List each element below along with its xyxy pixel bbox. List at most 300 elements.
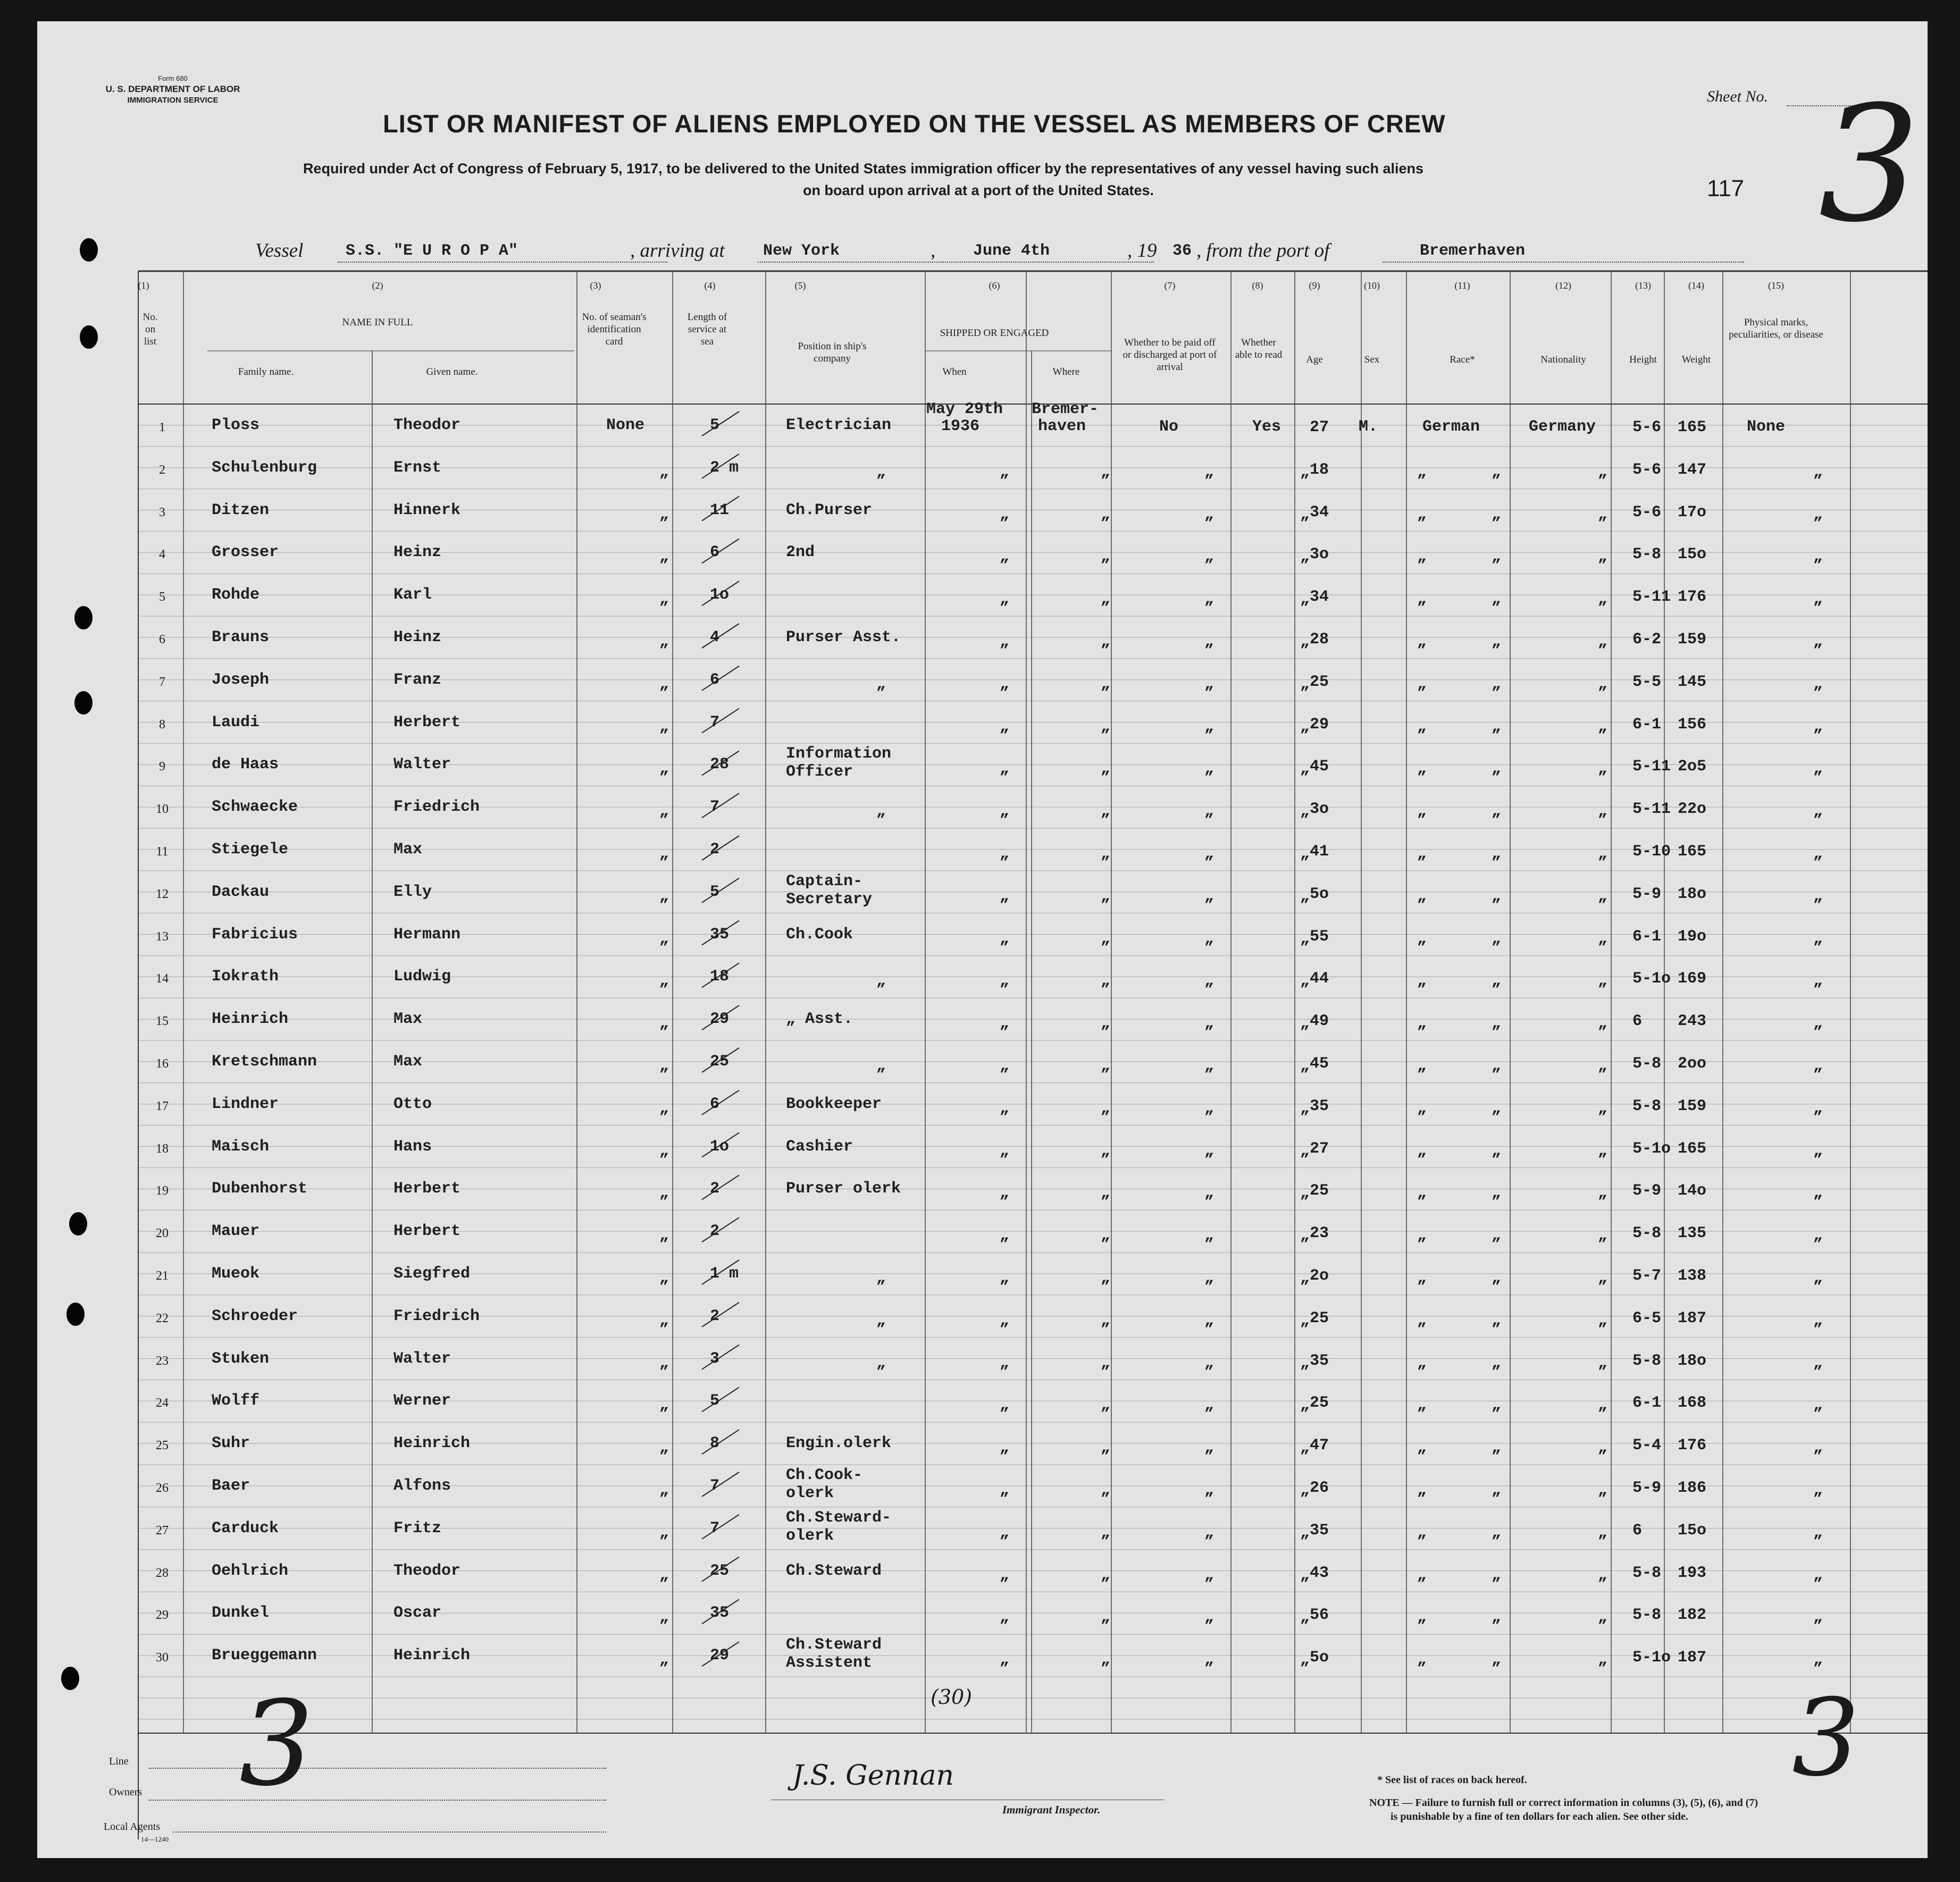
paid-off-ditto: „ bbox=[1204, 845, 1214, 863]
weight: 187 bbox=[1678, 1649, 1707, 1667]
col-6-number: (6) bbox=[989, 280, 1000, 291]
id-card-ditto: „ bbox=[659, 633, 669, 651]
weight: 2o5 bbox=[1678, 758, 1707, 776]
when-ditto: „ bbox=[1000, 1651, 1010, 1669]
row-number: 15 bbox=[156, 1014, 169, 1029]
position: Information bbox=[786, 745, 892, 763]
check-mark bbox=[702, 836, 739, 860]
service-length: 29 bbox=[710, 1646, 730, 1665]
sheet-number-handwritten: 3 bbox=[1819, 72, 1920, 257]
from-port: Bremerhaven bbox=[1420, 242, 1526, 260]
row-1-nationality: Germany bbox=[1529, 418, 1596, 436]
given-name: Max bbox=[393, 841, 423, 859]
id-card-ditto: „ bbox=[659, 845, 669, 863]
sex-ditto: „ bbox=[1417, 972, 1427, 990]
where-ditto: „ bbox=[1101, 1439, 1111, 1457]
height: 6-1 bbox=[1632, 1394, 1662, 1413]
row-number: 30 bbox=[156, 1651, 169, 1665]
id-card-ditto: „ bbox=[659, 802, 669, 821]
height: 6-2 bbox=[1632, 631, 1662, 649]
sex-ditto: „ bbox=[1417, 1608, 1427, 1627]
family-name: Mueok bbox=[212, 1265, 260, 1283]
row-number: 11 bbox=[156, 845, 169, 859]
height: 5-9 bbox=[1632, 1182, 1662, 1200]
able-read-ditto: „ bbox=[1300, 1226, 1310, 1245]
age: 29 bbox=[1310, 715, 1329, 734]
age: 41 bbox=[1310, 843, 1329, 861]
paid-off-ditto: „ bbox=[1204, 1523, 1214, 1542]
physical-ditto: „ bbox=[1813, 929, 1823, 948]
given-name: Max bbox=[393, 1053, 423, 1071]
when-ditto: „ bbox=[1000, 929, 1010, 948]
check-mark bbox=[702, 1387, 739, 1412]
sex-ditto: „ bbox=[1417, 1099, 1427, 1118]
position: Electrician bbox=[786, 416, 892, 434]
check-mark bbox=[702, 1472, 739, 1497]
id-card-ditto: „ bbox=[659, 887, 669, 905]
given-name: Theodor bbox=[393, 416, 461, 434]
age: 49 bbox=[1310, 1012, 1329, 1031]
service-length: 5 bbox=[710, 883, 720, 901]
when-ditto: „ bbox=[1000, 760, 1010, 778]
race-ditto: „ bbox=[1492, 548, 1502, 566]
given-name: Elly bbox=[393, 883, 432, 901]
family-name: Dackau bbox=[212, 883, 270, 901]
where-ditto: „ bbox=[1101, 887, 1111, 905]
row-number: 19 bbox=[156, 1184, 169, 1198]
position: Cashier bbox=[786, 1137, 853, 1156]
paid-off-ditto: „ bbox=[1204, 548, 1214, 566]
sex-ditto: „ bbox=[1417, 1014, 1427, 1033]
weight: 159 bbox=[1678, 1097, 1707, 1115]
row-number: 23 bbox=[156, 1354, 169, 1368]
line-label: Line bbox=[109, 1755, 129, 1767]
check-mark bbox=[702, 1303, 739, 1327]
paid-off-ditto: „ bbox=[1204, 463, 1214, 481]
row-number: 24 bbox=[156, 1396, 169, 1410]
id-card-ditto: „ bbox=[659, 717, 669, 736]
subtitle-line-1: Required under Act of Congress of February 5, 1917, to be delivered to the United States immigration officer by the representatives of any vessel having such aliens bbox=[303, 161, 1424, 177]
given-name: Fritz bbox=[393, 1519, 442, 1537]
when-ditto: „ bbox=[1000, 1439, 1010, 1457]
able-read-ditto: „ bbox=[1300, 1014, 1310, 1033]
given-name: Hinnerk bbox=[393, 501, 461, 519]
row-number: 26 bbox=[156, 1481, 169, 1495]
when-ditto: „ bbox=[1000, 802, 1010, 821]
paid-off-ditto: „ bbox=[1204, 1354, 1214, 1372]
service-length: 2 bbox=[710, 1307, 720, 1325]
given-name: Ludwig bbox=[393, 968, 451, 986]
col-2b-header: Given name. bbox=[426, 366, 478, 377]
form-code: 14—1240 bbox=[141, 1835, 169, 1843]
age: 34 bbox=[1310, 588, 1329, 607]
family-name: Ditzen bbox=[212, 501, 270, 519]
paid-off-ditto: „ bbox=[1204, 760, 1214, 778]
owners-label: Owners bbox=[109, 1786, 143, 1798]
height: 5-11 bbox=[1632, 800, 1671, 819]
service-length: 6 bbox=[710, 1095, 720, 1113]
paid-off-ditto: „ bbox=[1204, 1269, 1214, 1287]
where-ditto: „ bbox=[1101, 802, 1111, 821]
check-mark bbox=[702, 878, 739, 903]
when-ditto: „ bbox=[1000, 1566, 1010, 1584]
age: 2o bbox=[1310, 1267, 1329, 1285]
col-6-header: SHIPPED OR ENGAGED bbox=[940, 327, 1049, 339]
sex-ditto: „ bbox=[1417, 887, 1427, 905]
race-ditto: „ bbox=[1492, 845, 1502, 863]
physical-ditto: „ bbox=[1813, 1481, 1823, 1499]
family-name: Carduck bbox=[212, 1519, 279, 1537]
weight: 168 bbox=[1678, 1394, 1707, 1413]
position: Secretary bbox=[786, 890, 873, 909]
height: 5-4 bbox=[1632, 1436, 1662, 1455]
age: 3o bbox=[1310, 545, 1329, 564]
age: 45 bbox=[1310, 758, 1329, 776]
family-name: Dunkel bbox=[212, 1604, 270, 1623]
given-name: Max bbox=[393, 1010, 423, 1029]
id-card-ditto: „ bbox=[659, 1396, 669, 1415]
sex-ditto: „ bbox=[1417, 548, 1427, 566]
line-underline bbox=[149, 1768, 606, 1769]
where-ditto: „ bbox=[1101, 1226, 1111, 1245]
paid-off-ditto: „ bbox=[1204, 1651, 1214, 1669]
id-card-ditto: „ bbox=[659, 1226, 669, 1245]
col-7-header: Whether to be paid off or discharged at port of arrival bbox=[1123, 337, 1217, 373]
physical-ditto: „ bbox=[1813, 972, 1823, 990]
able-read-ditto: „ bbox=[1300, 887, 1310, 905]
service-name: IMMIGRATION SERVICE bbox=[127, 96, 219, 105]
height: 5-6 bbox=[1632, 503, 1662, 522]
service-length: 2 bbox=[710, 1222, 720, 1241]
service-length: 7 bbox=[710, 798, 720, 817]
service-length: 7 bbox=[710, 1519, 720, 1537]
paid-off-ditto: „ bbox=[1204, 1184, 1214, 1203]
from-port-label: , from the port of bbox=[1196, 240, 1330, 262]
able-read-ditto: „ bbox=[1300, 929, 1310, 948]
row-number: 14 bbox=[156, 972, 169, 986]
nationality-ditto: „ bbox=[1598, 1651, 1608, 1669]
position: „ bbox=[876, 1269, 886, 1287]
physical-ditto: „ bbox=[1813, 1099, 1823, 1118]
row-1-physical: None bbox=[1747, 418, 1786, 436]
able-read-ditto: „ bbox=[1300, 1311, 1310, 1330]
col-14-header: Weight bbox=[1681, 354, 1711, 365]
id-card-ditto: „ bbox=[659, 1354, 669, 1372]
able-read-ditto: „ bbox=[1300, 1651, 1310, 1669]
race-ditto: „ bbox=[1492, 1523, 1502, 1542]
height: 5-8 bbox=[1632, 1097, 1662, 1115]
arriving-label: , arriving at bbox=[630, 240, 725, 262]
given-name: Heinz bbox=[393, 543, 442, 562]
race-ditto: „ bbox=[1492, 929, 1502, 948]
sex-ditto: „ bbox=[1417, 717, 1427, 736]
able-read-ditto: „ bbox=[1300, 760, 1310, 778]
race-ditto: „ bbox=[1492, 1481, 1502, 1499]
col-10-header: Sex bbox=[1364, 354, 1380, 365]
height: 5-11 bbox=[1632, 588, 1671, 607]
row-number: 3 bbox=[159, 505, 165, 519]
family-name: Grosser bbox=[212, 543, 279, 562]
race-ditto: „ bbox=[1492, 887, 1502, 905]
col-8-number: (8) bbox=[1252, 280, 1263, 291]
given-name: Walter bbox=[393, 1349, 451, 1368]
binder-hole bbox=[66, 1303, 85, 1326]
where-ditto: „ bbox=[1101, 845, 1111, 863]
position: Purser Asst. bbox=[786, 628, 901, 646]
position: „ bbox=[876, 802, 886, 821]
id-card-ditto: „ bbox=[659, 1608, 669, 1627]
age: 56 bbox=[1310, 1606, 1329, 1625]
when-ditto: „ bbox=[1000, 1608, 1010, 1627]
race-ditto: „ bbox=[1492, 1014, 1502, 1033]
height: 6-1 bbox=[1632, 715, 1662, 734]
nationality-ditto: „ bbox=[1598, 760, 1608, 778]
family-name: Maisch bbox=[212, 1137, 270, 1156]
race-ditto: „ bbox=[1492, 760, 1502, 778]
where-ditto: „ bbox=[1101, 590, 1111, 609]
form-number: Form 680 bbox=[158, 74, 188, 82]
where-ditto: „ bbox=[1101, 760, 1111, 778]
binder-hole bbox=[74, 606, 93, 629]
position: „ bbox=[876, 1311, 886, 1330]
nationality-ditto: „ bbox=[1598, 845, 1608, 863]
physical-ditto: „ bbox=[1813, 1566, 1823, 1584]
col-11-header: Race* bbox=[1450, 354, 1475, 365]
when-ditto: „ bbox=[1000, 633, 1010, 651]
id-card-ditto: „ bbox=[659, 505, 669, 524]
given-name: Siegfred bbox=[393, 1265, 471, 1283]
col-15-header: Physical marks, peculiarities, or disease bbox=[1729, 317, 1823, 340]
handwritten-3-right: 3 bbox=[1792, 1676, 1860, 1800]
race-ditto: „ bbox=[1492, 463, 1502, 481]
race-ditto: „ bbox=[1492, 1651, 1502, 1669]
when-ditto: „ bbox=[1000, 1141, 1010, 1160]
col-8-header: Whether able to read bbox=[1235, 337, 1283, 360]
where-ditto: „ bbox=[1101, 1481, 1111, 1499]
arrival-date-line bbox=[941, 262, 1154, 263]
when-ditto: „ bbox=[1000, 1311, 1010, 1330]
age: 47 bbox=[1310, 1436, 1329, 1455]
able-read-ditto: „ bbox=[1300, 802, 1310, 821]
check-mark bbox=[702, 624, 739, 648]
family-name: Baer bbox=[212, 1477, 250, 1495]
service-length: 1o bbox=[710, 586, 730, 604]
service-length: 18 bbox=[710, 968, 730, 986]
physical-ditto: „ bbox=[1813, 887, 1823, 905]
col-14-number: (14) bbox=[1688, 280, 1704, 291]
where-ditto: „ bbox=[1101, 1608, 1111, 1627]
year-prefix: , 19 bbox=[1127, 240, 1157, 262]
age: 26 bbox=[1310, 1479, 1329, 1497]
physical-ditto: „ bbox=[1813, 505, 1823, 524]
age: 18 bbox=[1310, 460, 1329, 479]
race-ditto: „ bbox=[1492, 1354, 1502, 1372]
age: 5o bbox=[1310, 885, 1329, 903]
given-name: Franz bbox=[393, 670, 442, 689]
able-read-ditto: „ bbox=[1300, 1439, 1310, 1457]
sex-ditto: „ bbox=[1417, 1566, 1427, 1584]
where-ditto: „ bbox=[1101, 1311, 1111, 1330]
check-mark bbox=[702, 1345, 739, 1370]
given-name: Friedrich bbox=[393, 1307, 480, 1325]
position: Engin.olerk bbox=[786, 1434, 892, 1453]
nationality-ditto: „ bbox=[1598, 1184, 1608, 1203]
weight: 159 bbox=[1678, 631, 1707, 649]
position: Ch.Steward bbox=[786, 1636, 882, 1654]
position: Ch.Steward- bbox=[786, 1508, 892, 1527]
sex-ditto: „ bbox=[1417, 1523, 1427, 1542]
race-ditto: „ bbox=[1492, 1269, 1502, 1287]
id-card-ditto: „ bbox=[659, 1269, 669, 1287]
races-note: * See list of races on back hereof. bbox=[1377, 1774, 1527, 1786]
age: 25 bbox=[1310, 1182, 1329, 1200]
when-ditto: „ bbox=[1000, 590, 1010, 609]
agents-underline bbox=[173, 1831, 606, 1833]
where-ditto: „ bbox=[1101, 1354, 1111, 1372]
position: „ Asst. bbox=[786, 1010, 853, 1029]
able-read-ditto: „ bbox=[1300, 1396, 1310, 1415]
age: 23 bbox=[1310, 1224, 1329, 1243]
position: olerk bbox=[786, 1484, 834, 1502]
weight: 169 bbox=[1678, 970, 1707, 988]
weight: 165 bbox=[1678, 418, 1707, 436]
nationality-ditto: „ bbox=[1598, 1523, 1608, 1542]
service-length: 5 bbox=[710, 1392, 720, 1410]
binder-hole bbox=[80, 238, 98, 262]
sex-ditto: „ bbox=[1417, 929, 1427, 948]
owners-underline bbox=[149, 1800, 606, 1801]
sex-ditto: „ bbox=[1417, 1226, 1427, 1245]
col-15-number: (15) bbox=[1768, 280, 1784, 291]
when-ditto: „ bbox=[1000, 1354, 1010, 1372]
service-length: 1 m bbox=[710, 1265, 739, 1283]
able-read-ditto: „ bbox=[1300, 717, 1310, 736]
physical-ditto: „ bbox=[1813, 845, 1823, 863]
service-length: 29 bbox=[710, 1010, 730, 1029]
position: Ch.Steward bbox=[786, 1561, 882, 1580]
given-name: Hermann bbox=[393, 925, 461, 944]
nationality-ditto: „ bbox=[1598, 1099, 1608, 1118]
height: 5-7 bbox=[1632, 1267, 1662, 1285]
arriving-port: New York bbox=[763, 242, 840, 260]
able-read-ditto: „ bbox=[1300, 505, 1310, 524]
id-card-ditto: „ bbox=[659, 1184, 669, 1203]
family-name: Rohde bbox=[212, 586, 260, 604]
nationality-ditto: „ bbox=[1598, 1269, 1608, 1287]
comma-1: , bbox=[931, 240, 936, 262]
id-card-ditto: „ bbox=[659, 1439, 669, 1457]
id-card-ditto: „ bbox=[659, 929, 669, 948]
row-number: 13 bbox=[156, 929, 169, 944]
age: 35 bbox=[1310, 1097, 1329, 1115]
age: 27 bbox=[1310, 1139, 1329, 1158]
id-card-ditto: „ bbox=[659, 1523, 669, 1542]
given-name: Heinz bbox=[393, 628, 442, 646]
family-name: Oehlrich bbox=[212, 1561, 289, 1580]
age: 25 bbox=[1310, 673, 1329, 691]
row-number: 4 bbox=[159, 548, 165, 562]
when-ditto: „ bbox=[1000, 845, 1010, 863]
position: Purser olerk bbox=[786, 1180, 901, 1198]
height: 5-8 bbox=[1632, 1224, 1662, 1243]
department-name: U. S. DEPARTMENT OF LABOR bbox=[105, 84, 240, 94]
check-mark bbox=[702, 793, 739, 818]
physical-ditto: „ bbox=[1813, 1184, 1823, 1203]
physical-ditto: „ bbox=[1813, 1651, 1823, 1669]
nationality-ditto: „ bbox=[1598, 1057, 1608, 1075]
from-port-line bbox=[1383, 262, 1744, 263]
age: 45 bbox=[1310, 1055, 1329, 1073]
nationality-ditto: „ bbox=[1598, 1396, 1608, 1415]
nationality-ditto: „ bbox=[1598, 590, 1608, 609]
row-number: 20 bbox=[156, 1226, 169, 1241]
age: 44 bbox=[1310, 970, 1329, 988]
age: 35 bbox=[1310, 1521, 1329, 1540]
id-card-ditto: „ bbox=[659, 972, 669, 990]
weight: 187 bbox=[1678, 1309, 1707, 1328]
height: 5-9 bbox=[1632, 885, 1662, 903]
inspector-signature: J.S. Gennan bbox=[792, 1760, 954, 1792]
when-ditto: „ bbox=[1000, 1396, 1010, 1415]
weight: 147 bbox=[1678, 460, 1707, 479]
nationality-ditto: „ bbox=[1598, 548, 1608, 566]
where-ditto: „ bbox=[1101, 1396, 1111, 1415]
paid-off-ditto: „ bbox=[1204, 1099, 1214, 1118]
race-ditto: „ bbox=[1492, 717, 1502, 736]
position: Assistent bbox=[786, 1654, 873, 1673]
nationality-ditto: „ bbox=[1598, 675, 1608, 693]
physical-ditto: „ bbox=[1813, 590, 1823, 609]
row-number: 18 bbox=[156, 1141, 169, 1156]
binder-hole bbox=[74, 691, 93, 715]
nationality-ditto: „ bbox=[1598, 505, 1608, 524]
family-name: Kretschmann bbox=[212, 1053, 317, 1071]
agents-label: Local Agents bbox=[104, 1821, 161, 1833]
physical-ditto: „ bbox=[1813, 1226, 1823, 1245]
col-9-header: Age bbox=[1306, 354, 1323, 365]
given-name: Herbert bbox=[393, 1222, 461, 1241]
vessel-label: Vessel bbox=[255, 240, 304, 262]
height: 5-8 bbox=[1632, 545, 1662, 564]
nationality-ditto: „ bbox=[1598, 929, 1608, 948]
weight: 176 bbox=[1678, 1436, 1707, 1455]
where-ditto: „ bbox=[1101, 1057, 1111, 1075]
weight: 156 bbox=[1678, 715, 1707, 734]
physical-ditto: „ bbox=[1813, 548, 1823, 566]
weight: 17o bbox=[1678, 503, 1707, 522]
height: 6-1 bbox=[1632, 927, 1662, 946]
weight: 138 bbox=[1678, 1267, 1707, 1285]
sex-ditto: „ bbox=[1417, 845, 1427, 863]
sex-ditto: „ bbox=[1417, 463, 1427, 481]
when-ditto: „ bbox=[1000, 1226, 1010, 1245]
physical-ditto: „ bbox=[1813, 1269, 1823, 1287]
paid-off-ditto: „ bbox=[1204, 1311, 1214, 1330]
able-read-ditto: „ bbox=[1300, 463, 1310, 481]
given-name: Heinrich bbox=[393, 1646, 471, 1665]
sex-ditto: „ bbox=[1417, 505, 1427, 524]
row-1-able-read: Yes bbox=[1252, 418, 1281, 436]
when-ditto: „ bbox=[1000, 1523, 1010, 1542]
where-ditto: „ bbox=[1101, 1566, 1111, 1584]
height: 5-5 bbox=[1632, 673, 1662, 691]
able-read-ditto: „ bbox=[1300, 1481, 1310, 1499]
race-ditto: „ bbox=[1492, 505, 1502, 524]
given-name: Otto bbox=[393, 1095, 432, 1113]
height: 5-8 bbox=[1632, 1055, 1662, 1073]
sex-ditto: „ bbox=[1417, 1354, 1427, 1372]
physical-ditto: „ bbox=[1813, 1608, 1823, 1627]
